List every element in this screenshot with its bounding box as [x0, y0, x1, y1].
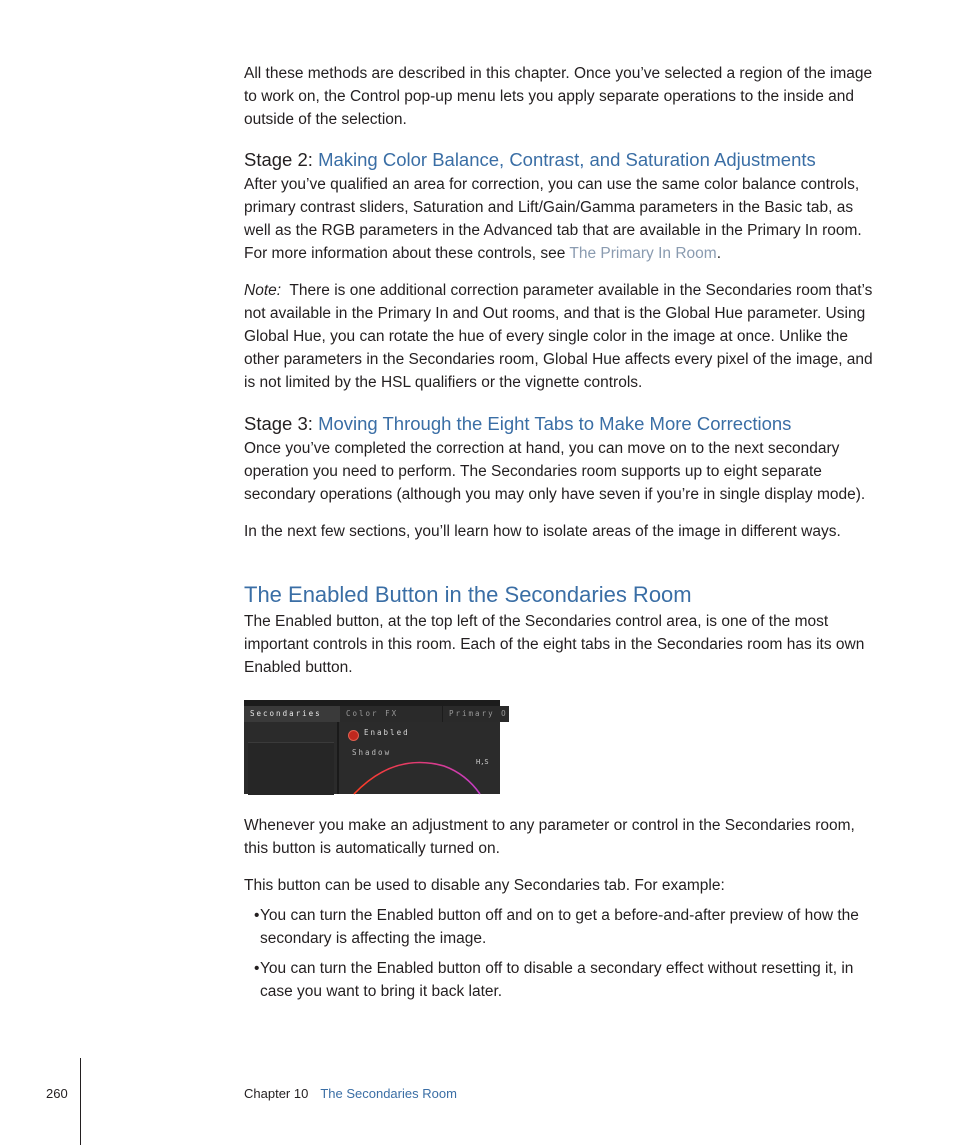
example-intro: This button can be used to disable any Secondaries tab. For example:	[244, 877, 725, 894]
stage3-title: Moving Through the Eight Tabs to Make More Corrections	[318, 413, 792, 434]
shadow-label: Shadow	[352, 748, 392, 757]
stage2-label: Stage 2:	[244, 149, 313, 170]
page-number: 260	[46, 1086, 68, 1101]
stage3-body: Once you’ve completed the correction at hand, you can move on to the next secondary operation you need to perform. The Secondaries room supports up to eight separate secondary operations (although you may only have seven if you’re in single display mode).	[244, 440, 866, 503]
list-item-text	[260, 957, 876, 1003]
stage2-heading	[244, 148, 876, 172]
secondaries-screenshot	[244, 700, 508, 794]
chapter-label: Chapter 10	[244, 1086, 309, 1101]
list-item	[254, 904, 876, 950]
list-item-text	[260, 904, 876, 950]
intro-paragraph: All these methods are described in this chapter. Once you’ve selected a region of the image to work on, the Control pop-up menu lets you apply separate operations to the inside and outside of the selection.	[244, 65, 873, 128]
footer-chapter	[244, 1086, 457, 1101]
stage2-body-end: .	[716, 245, 721, 262]
stage2-body-text: After you’ve qualified an area for correction, you can use the same color balance controls, primary contrast sliders, Saturation and Lift/Gain/Gamma parameters in the Basic tab, as well as the RGB parameters in the Advanced tab that are available in the Primary In room. For more information about these controls, see	[244, 176, 862, 262]
bullet-glyph: •	[254, 960, 260, 977]
stage3-heading	[244, 412, 876, 436]
tab-secondaries[interactable]: Secondaries	[244, 706, 340, 722]
bullet-2-text: You can turn the Enabled button off to disable a secondary effect without resetting it, in case you want to bring it back later.	[260, 960, 854, 1000]
stage2-title: Making Color Balance, Contrast, and Saturation Adjustments	[318, 149, 816, 170]
tab-color-fx[interactable]: Color FX	[340, 706, 442, 722]
hue-arc	[244, 700, 500, 794]
section-intro: The Enabled button, at the top left of the Secondaries control area, is one of the most important controls in this room. Each of the eight tabs in the Secondaries room has its own Enabled button.	[244, 613, 865, 676]
stage3-label: Stage 3:	[244, 413, 313, 434]
section-heading: The Enabled Button in the Secondaries Room	[244, 582, 692, 607]
footer-rule	[80, 1058, 81, 1145]
note-text: There is one additional correction parameter available in the Secondaries room that’s not available in the Primary In and Out rooms, and that is the Global Hue parameter. Using Global Hue, you can rotate the hue of every single color in the image at once. Unlike the other parameters in the Secondaries room, Global Hue affects every pixel of the image, and is not limited by the HSL qualifiers or the vignette controls.	[244, 282, 873, 391]
after-paragraph: Whenever you make an adjustment to any parameter or control in the Secondaries room, this button is automatically turned on.	[244, 817, 855, 857]
stage2-body	[244, 173, 876, 265]
note-paragraph	[244, 279, 876, 394]
list-item	[254, 957, 876, 1003]
note-label: Note:	[244, 282, 282, 299]
next-sections-paragraph: In the next few sections, you’ll learn how to isolate areas of the image in different ways.	[244, 523, 841, 540]
bullet-1-text: You can turn the Enabled button off and on to get a before-and-after preview of how the secondary is affecting the image.	[260, 907, 859, 947]
hs-label: H,S	[476, 758, 489, 766]
primary-in-room-link[interactable]: The Primary In Room	[569, 245, 717, 262]
tab-primary-out[interactable]: Primary O	[443, 706, 509, 722]
chapter-title-link[interactable]: The Secondaries Room	[320, 1086, 457, 1101]
enabled-label[interactable]: Enabled	[364, 728, 410, 737]
bullet-glyph: •	[254, 907, 260, 924]
